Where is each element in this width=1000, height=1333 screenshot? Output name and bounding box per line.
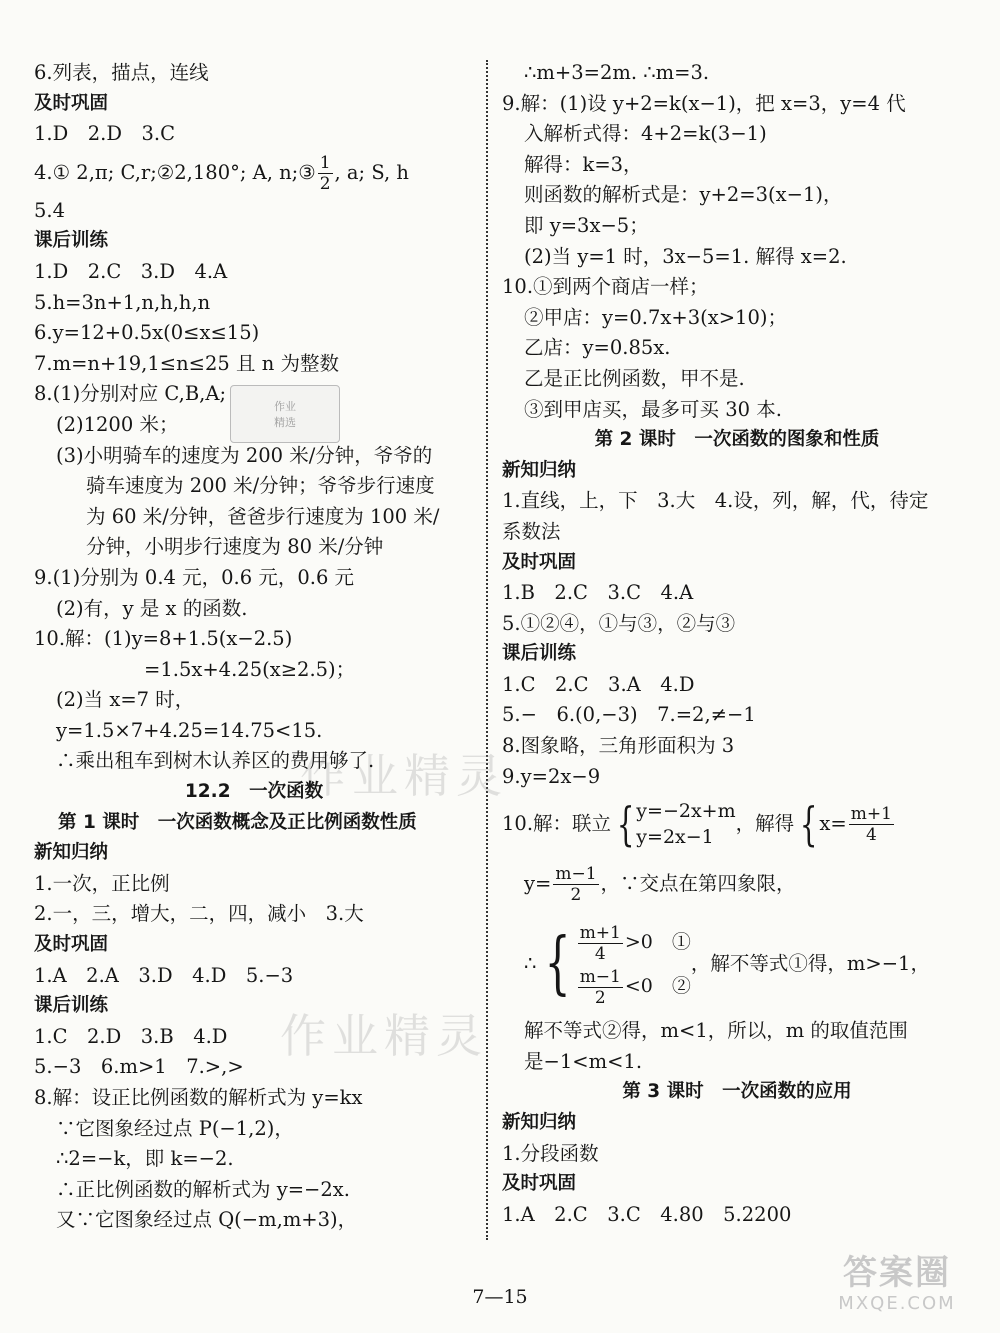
text-line: 1.C 2.C 3.A 4.D (502, 672, 695, 696)
text-line: ∴m+3=2m. ∴m=3. (524, 61, 710, 84)
equation-system: { y=−2x+m y=2x−1 (616, 797, 736, 852)
brace: { (616, 797, 635, 852)
section-heading: 新知归纳 (502, 459, 577, 481)
text-line: 1.直线，上，下 3.大 4.设，列，解，代，待定 (502, 489, 929, 513)
text-line: 1.一次，正比例 (34, 871, 170, 895)
left-column (34, 58, 474, 1236)
text-line: 9.解：(1)设 y+2=k(x−1)，把 x=3，y=4 代 (502, 91, 906, 115)
text-line: 入解析式得：4+2=k(3−1) (524, 122, 767, 146)
text-line: 为 60 米/分钟，爸爸步行速度为 100 米/ (86, 504, 440, 528)
text-line: y=1.5×7+4.25=14.75<15. (56, 718, 323, 742)
text-line: 1.D 2.D 3.C (34, 122, 176, 146)
text-line: ②甲店：y=0.7x+3(x>10)； (524, 305, 787, 329)
text-line: 是−1<m<1. (524, 1049, 643, 1073)
brace: { (799, 797, 818, 852)
text-line: ③到甲店买，最多可买 30 本. (524, 397, 782, 421)
text-line: 1.A 2.A 3.D 4.D 5.−3 (34, 963, 294, 987)
text-line: (2)当 x=7 时， (56, 688, 195, 712)
lesson-title: 第 2 课时 一次函数的图象和性质 (594, 429, 880, 451)
watermark: 作业精灵 (280, 1009, 488, 1063)
text-line: 1.D 2.C 3.D 4.A (34, 259, 228, 283)
text-line: 8.(1)分别对应 C,B,A; (34, 382, 227, 406)
text-line: =1.5x+4.25(x≥2.5)； (144, 657, 356, 681)
fraction: $\frac{m+1}{4}$ (579, 922, 621, 964)
text-line: 5.h=3n+1,n,h,h,n (34, 290, 211, 314)
text-line: 系数法 (502, 519, 561, 543)
fraction: $\frac{m-1}{2}$ (579, 966, 621, 1008)
section-heading: 及时巩固 (502, 551, 577, 573)
equation-line: 10.解：联立 { y=−2x+m y=2x−1 ，解得 { x= $\frac{m+1}{4}$ (502, 797, 892, 852)
section-heading: 及时巩固 (502, 1173, 577, 1195)
text-line: 10.①到两个商店一样； (502, 275, 709, 299)
page-number: 7—15 (472, 1286, 528, 1308)
text-line: (2)1200 米； (56, 412, 179, 436)
text-line: 5.−3 6.m>1 7.>,> (34, 1055, 244, 1079)
text-line: 1.A 2.C 3.C 4.80 5.2200 (502, 1202, 792, 1226)
text-line: 解不等式②得，m<1，所以，m 的取值范围 (524, 1019, 908, 1043)
stamp: 作业 精选 (230, 385, 340, 443)
section-heading: 新知归纳 (34, 842, 109, 864)
right-column (502, 58, 972, 1230)
inequality-system-line: ∴ { $\frac{m+1}{4}$ >0 ① $\frac{m-1}{2}$ <0 ② ，解不等式①得，m>−1， (502, 912, 972, 1016)
text-line: 则函数的解析式是：y+2=3(x−1)， (524, 183, 843, 207)
section-heading: 课后训练 (34, 230, 109, 252)
section-heading: 及时巩固 (34, 92, 109, 114)
section-heading: 新知归纳 (502, 1112, 577, 1134)
text-line: 5.①②④，①与③，②与③ (502, 611, 736, 635)
text-line: ∴2=−k，即 k=−2. (56, 1147, 234, 1171)
text-line: (2)当 y=1 时，3x−5=1. 解得 x=2. (524, 244, 847, 268)
text-line: ∵它图象经过点 P(−1,2)， (56, 1116, 294, 1140)
text-line: (3)小明骑车的速度为 200 米/分钟，爷爷的 (56, 443, 433, 467)
text-line: 5.− 6.(0,−3) 7.=2,≠−1 (502, 703, 756, 727)
text-line: 1.分段函数 (502, 1141, 599, 1165)
brace: { (545, 924, 572, 1004)
text-line: 又∵它图象经过点 Q(−m,m+3)， (56, 1208, 358, 1232)
text-line: 分钟，小明步行速度为 80 米/分钟 (86, 535, 384, 559)
lesson-title: 第 1 课时 一次函数概念及正比例函数性质 (58, 811, 417, 833)
fraction: $\frac{1}{2}$ (319, 152, 331, 194)
text-line: 10.解：(1)y=8+1.5(x−2.5) (34, 627, 293, 651)
text-line: 9.(1)分别为 0.4 元，0.6 元，0.6 元 (34, 565, 355, 589)
watermark: 作业精灵 (300, 749, 508, 803)
text-line: 6.y=12+0.5x(0≤x≤15) (34, 321, 260, 345)
equation-line: y= $\frac{m-1}{2}$ ，∵交点在第四象限， (524, 863, 796, 905)
text-line: 2.一，三，增大，二，四，减小 3.大 (34, 902, 364, 926)
text-line: (2)有，y 是 x 的函数. (56, 596, 248, 620)
text-line: ∴正比例函数的解析式为 y=−2x. (56, 1177, 350, 1201)
site-logo: 答案圈 MXQE.COM (838, 1253, 956, 1314)
section-title: 12.2 一次函数 (184, 781, 324, 803)
text-line: 5.4 (34, 198, 66, 222)
section-heading: 及时巩固 (34, 934, 109, 956)
text-line: 8.图象略，三角形面积为 3 (502, 734, 735, 758)
fraction: $\frac{m+1}{4}$ (850, 803, 892, 845)
text-line: 解得：k=3， (524, 152, 643, 176)
text-line: 即 y=3x−5； (524, 213, 649, 237)
text-line: 骑车速度为 200 米/分钟；爷爷步行速度 (86, 474, 435, 498)
lesson-title: 第 3 课时 一次函数的应用 (622, 1081, 852, 1103)
text-line: ∴乘出租车到树木认养区的费用够了. (56, 749, 375, 773)
text-line: 7.m=n+19,1≤n≤25 且 n 为整数 (34, 351, 339, 375)
text-line: 4.① 2,π; C,r;②2,180°; A, n;③ $\frac{1}{2}$ , a; S, h (34, 152, 409, 194)
text-line: 6.列表，描点，连线 (34, 61, 209, 84)
section-heading: 课后训练 (502, 643, 577, 665)
text-line: 乙店：y=0.85x. (524, 336, 671, 360)
inequality-system: { $\frac{m+1}{4}$ >0 ① $\frac{m-1}{2}$ <0 ② (545, 922, 691, 1008)
text-line: 8.解：设正比例函数的解析式为 y=kx (34, 1086, 363, 1109)
text-line: 1.C 2.D 3.B 4.D (34, 1024, 228, 1048)
fraction: $\frac{m-1}{2}$ (555, 863, 597, 905)
text-line: 1.B 2.C 3.C 4.A (502, 581, 694, 605)
section-heading: 课后训练 (34, 995, 109, 1017)
text-line: 9.y=2x−9 (502, 764, 601, 788)
text-line: 乙是正比例函数，甲不是. (524, 366, 745, 390)
